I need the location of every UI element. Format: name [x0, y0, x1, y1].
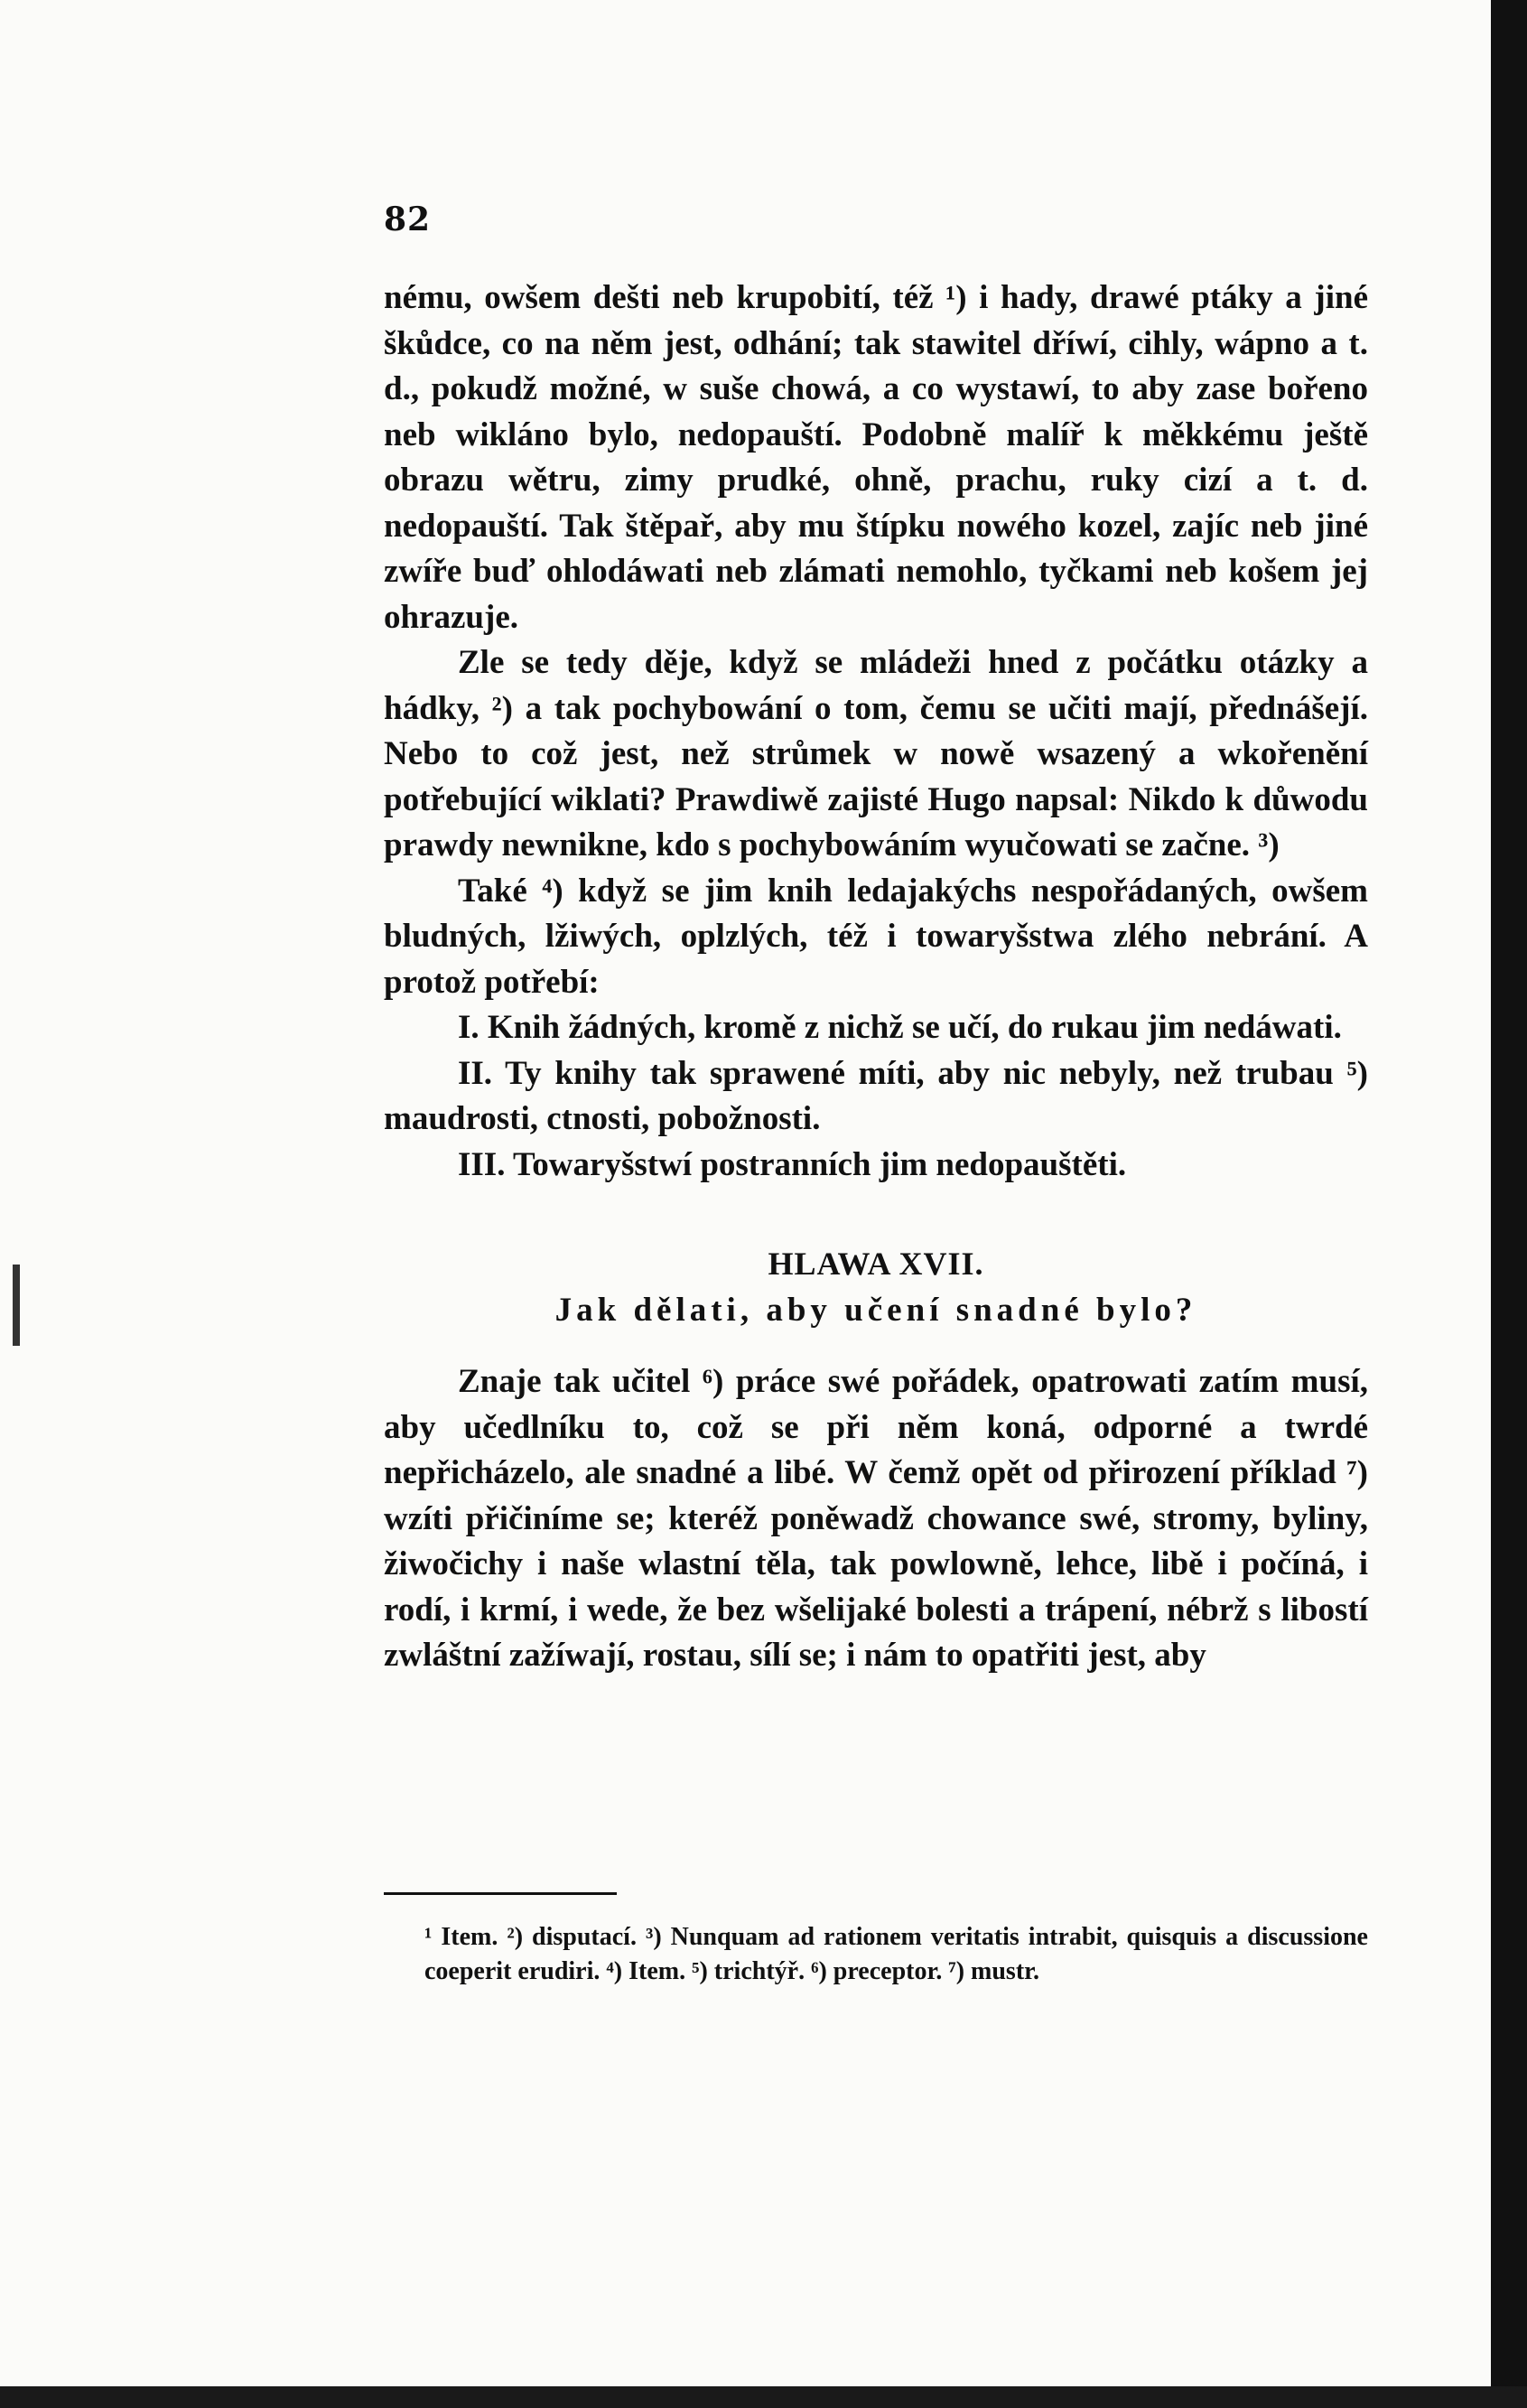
footnote-text: ¹ Item. ²) disputací. ³) Nunquam ad rationem veritatis intrabit, quisquis a discussione coeperit erudiri. ⁴) Item. ⁵) trichtýř. ⁶) preceptor. ⁷) mustr.	[424, 1923, 1368, 1985]
page-number: 82	[384, 201, 432, 238]
list-item: I. Knih žádných, kromě z nichž se učí, do rukau jim nedáwati.	[458, 1009, 1342, 1046]
scan-border-bottom	[0, 2386, 1527, 2408]
paragraph: nému, owšem dešti neb krupobití, též ¹) i hady, drawé ptáky a jiné škůdce, co na něm jest, odhání; tak stawitel dříwí, cihly, wápno a t. d., pokudž možné, w suše chowá, a co wystawí, to aby zase bořeno neb wikláno bylo, nedopauští. Podobně malíř k měkkému ještě obrazu wětru, zimy prudké, ohně, prachu, ruky cizí a t. d. nedopauští. Tak štěpař, aby mu štípku nowého kozel, zajíc neb jiné zwíře buď ohlodáwati neb zlámati nemohlo, tyčkami neb košem jej ohrazuje.	[384, 279, 1368, 636]
paragraph: Zle se tedy děje, když se mládeži hned z počátku otázky a hádky, ²) a tak pochybowání o tom, čemu se učiti mají, přednášejí. Nebo to což jest, než strůmek w nowě wsazený a wkořenění potřebující wiklati? Prawdiwě zajisté Hugo napsal: Nikdo k důwodu prawdy newnikne, kdo s pochybowáním wyučowati se začne. ³)	[384, 644, 1368, 863]
body-text	[384, 275, 1368, 1679]
chapter-subtitle: Jak dělati, aby učení snadné bylo?	[554, 1292, 1197, 1329]
footnote-divider	[384, 1892, 617, 1895]
list-item: III. Towaryšstwí postranních jim nedopauštěti.	[458, 1145, 1127, 1183]
list-item: II. Ty knihy tak sprawené míti, aby nic nebyly, než trubau ⁵) maudrosti, ctnosti, pobožnosti.	[384, 1054, 1368, 1137]
chapter-title: HLAWA XVII.	[768, 1246, 984, 1282]
footnotes	[424, 1920, 1368, 1989]
paragraph: Také ⁴) když se jim knih ledajakýchs nespořádaných, owšem bludných, lžiwých, oplzlých, též i towaryšstwa zlého nebrání. A protož potřebí:	[384, 872, 1368, 1001]
scan-border-right	[1491, 0, 1527, 2408]
scan-edge-mark	[13, 1265, 20, 1346]
paragraph: Znaje tak učitel ⁶) práce swé pořádek, opatrowati zatím musí, aby učedlníku to, což se při něm koná, odporné a twrdé nepřicházelo, ale snadné a libé. W čemž opět od přirození příklad ⁷) wzíti přičiníme se; kteréž poněwadž chowance swé, stromy, byliny, žiwočichy i naše wlastní těla, tak powlowně, lehce, libě i počíná, i rodí, i krmí, i wede, že bez wšelijaké bolesti a trápení, nébrž s libostí zwláštní zažíwají, rostau, sílí se; i nám to opatřiti jest, aby	[384, 1363, 1368, 1674]
